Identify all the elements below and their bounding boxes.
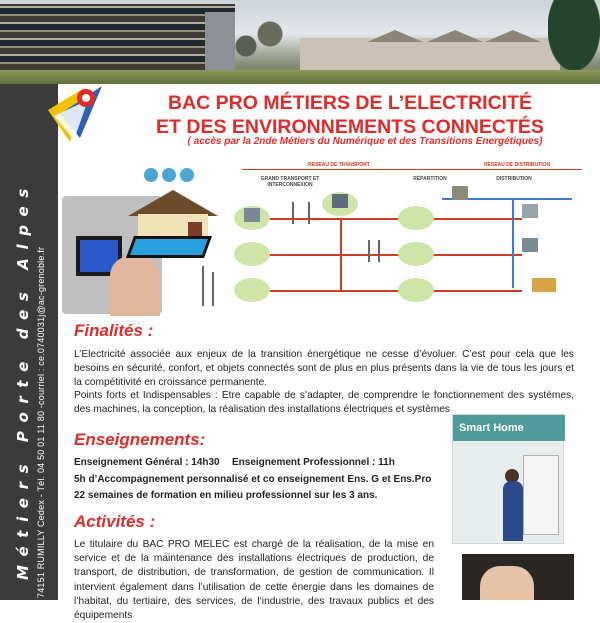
label-repartition: RÉPARTITION: [413, 176, 447, 182]
finalites-paragraph-2: Points forts et Indispensables : Etre capable de s’adapter, de comprendre le fonctionnement des systèmes, des machines, la conception, la réalisation des installations électriques et systèmes: [74, 390, 574, 416]
factory-building: [452, 186, 468, 200]
campus-building-left: [0, 4, 235, 70]
smart-home-label: Smart Home: [453, 415, 565, 441]
wifi-icon: [144, 168, 158, 182]
network-line: [340, 218, 342, 292]
campus-tree-right: [548, 0, 600, 70]
substation-node: [398, 278, 434, 302]
page-subtitle: ( accès par la 2nde Métiers du Numérique et des Transitions Energétiques): [187, 136, 543, 147]
formation-line: 22 semaines de formation en milieu professionnel sur les 3 ans.: [74, 490, 378, 501]
school-name-vertical: Métiers Porte des Alpes: [14, 180, 32, 580]
network-line: [262, 290, 522, 292]
plant-node: [234, 242, 270, 266]
campus-building-right: [300, 38, 560, 70]
network-top-line: [242, 169, 582, 170]
house-roof: [128, 190, 218, 216]
smart-home-photo: [452, 414, 564, 544]
pylon: [378, 240, 380, 262]
heading-enseignements: Enseignements:: [74, 430, 206, 449]
pylon: [368, 240, 370, 262]
pylon: [292, 202, 294, 224]
accompagnement-line: 5h d’Accompagnement personnalisé et co enseignement Ens. G et Ens.Pro: [74, 474, 432, 485]
tablet-illustration: [126, 236, 212, 258]
label-distribution: DISTRIBUTION: [496, 176, 532, 182]
network-line: [262, 254, 522, 256]
wind-turbine: [202, 266, 204, 306]
enseignement-general: Enseignement Général : 14h30: [74, 457, 220, 468]
network-line: [262, 218, 522, 220]
substation-node: [398, 206, 434, 230]
cloud-icon: [162, 168, 176, 182]
technician-body: [503, 481, 523, 541]
city-building: [332, 194, 348, 208]
school-contact-vertical: 74151 RUMILLY Cedex - Tél. 04 50 01 11 80 -courriel : ce.0740031j@ac-grenoble.fr: [36, 246, 46, 598]
hand-image: [480, 566, 534, 600]
label-grand-transport: GRAND TRANSPORT ET INTERCONNEXION: [260, 176, 320, 188]
label-reseau-transport: RESEAU DE TRANSPORT: [308, 162, 370, 168]
gear-icon: [180, 168, 194, 182]
connected-house-illustration: [128, 190, 218, 240]
town-building: [522, 238, 538, 252]
plant-node: [234, 278, 270, 302]
finalites-paragraph-1: L’Electricité associée aux enjeux de la transition énergétique ne cesse d’évoluer. C’est pour cela que les besoins en sécurité, confort, et objets connectés sont de plus en plus présents dans la vie de tous les jours et la compétitivité en croissance permanente.: [74, 349, 574, 389]
power-network-diagram: [222, 162, 590, 320]
plant-building: [244, 208, 260, 222]
label-reseau-distribution: RESEAU DE DISTRIBUTION: [483, 162, 551, 168]
wind-turbine: [212, 272, 214, 306]
header-campus-photo: [0, 0, 600, 84]
activites-paragraph: Le titulaire du BAC PRO MELEC est chargé de la réalisation, de la mise en service et de la maintenance des installations électriques de production, de transport, de distribution, de transformation, de gestion de communication. Il intervient également dans l’utilisation de cette énergie dans les domaines de l’habitat, du tertiaire, des services, de l’industrie, des travaux publics et des équipements: [74, 539, 434, 622]
pylon: [308, 202, 310, 224]
substation-node: [398, 242, 434, 266]
enseignement-professionnel: Enseignement Professionnel : 11h: [232, 457, 395, 468]
house-building: [532, 278, 556, 292]
electrical-panel: [523, 455, 559, 535]
page-title-line-1: BAC PRO MÉTIERS DE L’ELECTRICITÉ: [167, 92, 533, 114]
hand-image: [110, 256, 160, 316]
wiring-photo: [462, 554, 574, 600]
campus-trees: [228, 10, 288, 70]
connected-icons: [142, 166, 212, 188]
heading-activites: Activités :: [74, 512, 156, 531]
distribution-line: [512, 198, 514, 288]
page-title-line-2: ET DES ENVIRONNEMENTS CONNECTÉS: [156, 116, 544, 138]
town-building: [522, 204, 538, 218]
heading-finalites: Finalités :: [74, 321, 154, 340]
